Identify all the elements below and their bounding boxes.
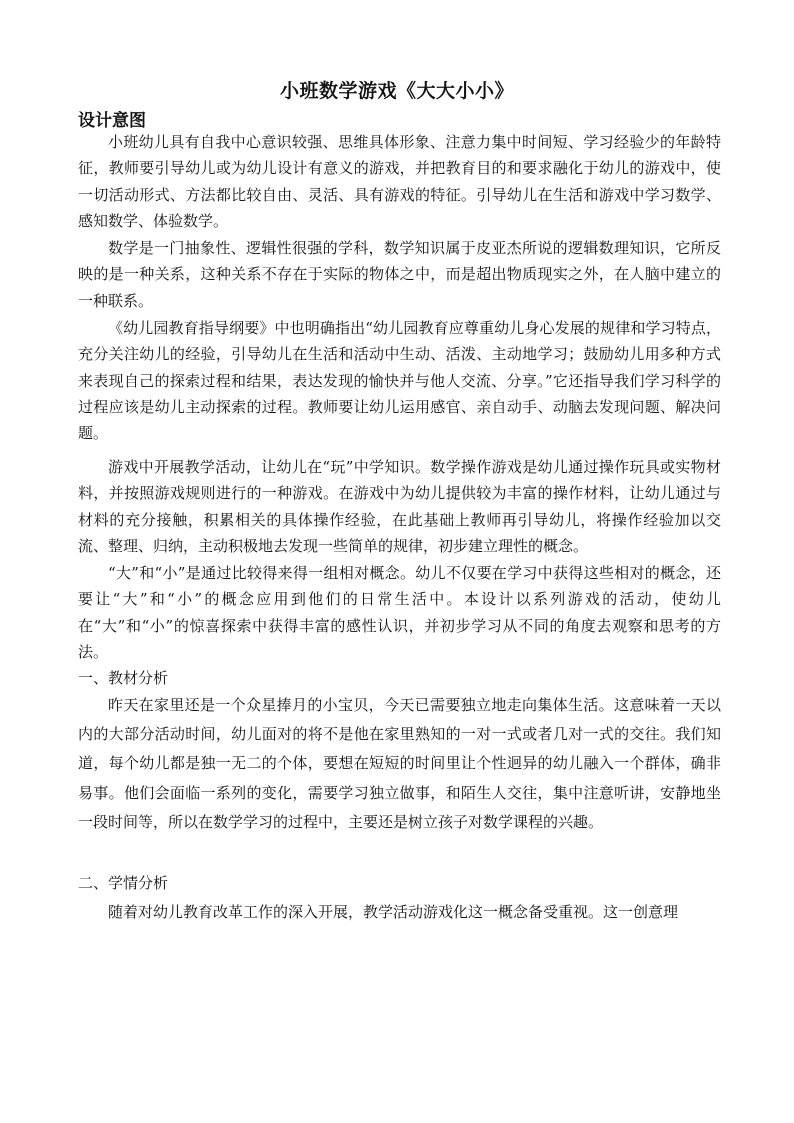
paragraph-5: “大”和“小”是通过比较得来得一组相对概念。幼儿不仅要在学习中获得这些相对的概念，还要让“大”和“小”的概念应用到他们的日常生活中。本设计以系列游戏的活动，使幼儿在“大”和“小”的惊喜探索中获得丰富的感性认识，并初步学习从不同的角度去观察和思考的方法。 [78,564,721,661]
paragraph-1: 小班幼儿具有自我中心意识较强、思维具体形象、注意力集中时间短、学习经验少的年龄特征，教师要引导幼儿或为幼儿设计有意义的游戏，并把教育目的和要求融化于幼儿的游戏中，使一切活动形式、方法都比较自由、灵活、具有游戏的特征。引导幼儿在生活和游戏中学习数学、感知数学、体验数学。 [78,133,721,230]
paragraph-textbook-analysis: 昨天在家里还是一个众星捧月的小宝贝，今天已需要独立地走向集体生活。这意味着一天以内的大部分活动时间，幼儿面对的将不是他在家里熟知的一对一式或者几对一式的交往。我们知道，每个幼儿都是独一无二的个体，要想在短短的时间里让个性迥异的幼儿融入一个群体，确非易事。他们会面临一系列的变化，需要学习独立做事，和陌生人交往，集中注意听讲，安静地坐一段时间等，所以在数学学习的过程中，主要还是树立孩子对数学课程的兴趣。 [78,696,721,831]
paragraph-2: 数学是一门抽象性、逻辑性很强的学科，数学知识属于皮亚杰所说的逻辑数理知识，它所反映的是一种关系，这种关系不存在于实际的物体之中，而是超出物质现实之外，在人脑中建立的一种联系。 [78,239,721,310]
section-heading-learning-analysis: 二、学情分析 [78,874,169,892]
paragraph-4: 游戏中开展教学活动，让幼儿在“玩”中学知识。数学操作游戏是幼儿通过操作玩具或实物材料，并按照游戏规则进行的一种游戏。在游戏中为幼儿提供较为丰富的操作材料，让幼儿通过与材料的充分接触，积累相关的具体操作经验，在此基础上教师再引导幼儿，将操作经验加以交流、整理、归纳，主动积极地去发现一些简单的规律，初步建立理性的概念。 [78,458,721,555]
paragraph-learning-analysis: 随着对幼儿教育改革工作的深入开展，教学活动游戏化这一概念备受重视。这一创意理 [108,903,679,921]
section-heading-design-intent: 设计意图 [78,111,146,131]
paragraph-3: 《幼儿园教育指导纲要》中也明确指出“幼儿园教育应尊重幼儿身心发展的规律和学习特点，充分关注幼儿的经验，引导幼儿在生活和活动中生动、活泼、主动地学习；鼓励幼儿用多种方式来表现自己的探索过程和结果，表达发现的愉快并与他人交流、分享。”它还指导我们学习科学的过程应该是幼儿主动探索的过程。教师要让幼儿运用感官、亲自动手、动脑去发现问题、解决问题。 [78,319,721,443]
section-heading-textbook-analysis: 一、教材分析 [78,669,169,687]
document-title: 小班数学游戏《大大小小》 [279,80,514,102]
